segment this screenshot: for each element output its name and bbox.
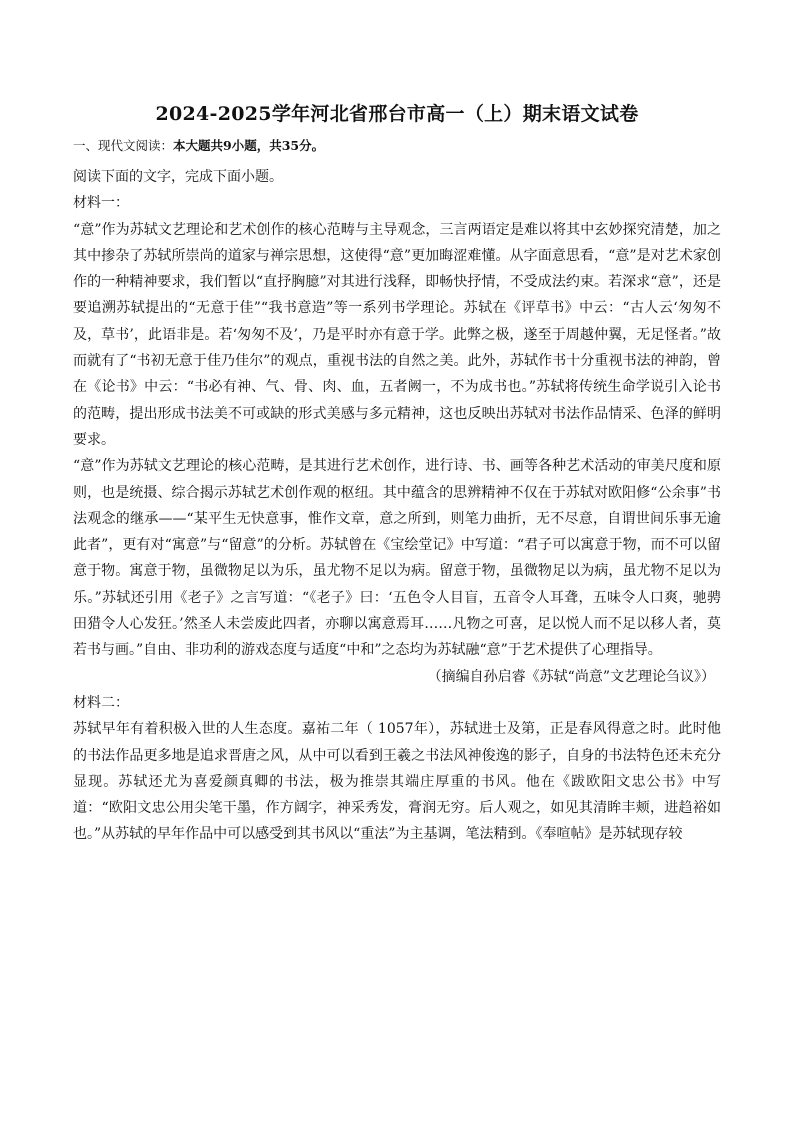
material-one-paragraph-2: “意”作为苏轼文艺理论的核心范畴，是其进行艺术创作，进行诗、书、画等各种艺术活动的审美尺度和原则，也是统摄、综合揭示苏轼艺术创作观的枢纽。其中蕴含的思辨精神不仅在于苏轼对欧阳修“公余事”书法观念的继承——“某平生无快意事，惟作文章，意之所到，则笔力曲折，无不尽意，自谓世间乐事无逾此者”，更有对“寓意”与“留意”的分析。苏轼曾在《宝绘堂记》中写道：“君子可以寓意于物，而不可以留意于物。寓意于物，虽微物足以为乐，虽尤物不足以为病。留意于物，虽微物足以为病，虽尤物不足以为乐。”苏轼还引用《老子》之言写道：“《老子》曰：‘五色令人目盲，五音令人耳聋，五味令人口爽，驰骋田猎令人心发狂。’然圣人未尝废此四者，亦聊以寓意焉耳……凡物之可喜，足以悦人而不足以移人者，莫若书与画。”自由、非功利的游戏态度与适度“中和”之态均为苏轼融“意”于艺术提供了心理指导。 <box>73 458 721 659</box>
material-one-paragraph-1: “意”作为苏轼文艺理论和艺术创作的核心范畴与主导观念，三言两语定是难以将其中玄妙探究清楚，加之其中掺杂了苏轼所崇尚的道家与禅宗思想，这使得“意”更加晦涩难懂。从字面意思看，“意”是对艺术家创作的一种精神要求，我们暂以“直抒胸臆”对其进行浅释，即畅快抒情，不受成法约束。若深求“意”，还是要追溯苏轼提出的“无意于佳”“我书意造”等一系列书学理论。苏轼在《评草书》中云：“古人云‘匆匆不及，草书’，此语非是。若‘匆匆不及’，乃是平时亦有意于学。此弊之极，遂至于周越仲翼，无足怪者。”故而就有了“书初无意于佳乃佳尔”的观点，重视书法的自然之美。此外，苏轼作书十分重视书法的神韵，曾在《论书》中云：“书必有神、气、骨、肉、血，五者阙一，不为成书也。”苏轼将传统生命学说引入论书的范畴，提出形成书法美不可或缺的形式美感与多元精神，这也反映出苏轼对书法作品情采、色泽的鲜明要求。 <box>73 221 721 448</box>
material-one-label: 材料一： <box>73 195 129 212</box>
section-prefix: 一、现代文阅读： <box>73 138 174 153</box>
document-title: 2024-2025学年河北省邢台市高一（上）期末语文试卷 <box>155 103 639 125</box>
material-two-paragraph-1: 苏轼早年有着积极入世的人生态度。嘉祐二年（ 1057年），苏轼进士及第，正是春风得意之时。此时他的书法作品更多地是追求晋唐之风，从中可以看到王羲之书法风神俊逸的影子，自身的书法特色还未充分显现。苏轼还尤为喜爱颜真卿的书法，极为推崇其端庄厚重的书风。他在《跋欧阳文忠公书》中写道：“欧阳文忠公用尖笔干墨，作方阔字，神采秀发，膏润无穷。后人观之，如见其清眸丰颊，进趋裕如也。”从苏轼的早年作品中可以感受到其书风以“重法”为主基调，笔法精到。《奉喧帖》是苏轼现存较 <box>73 721 721 843</box>
section-info: 本大题共9小题，共35分。 <box>173 138 325 153</box>
section-heading <box>73 136 721 156</box>
material-one-source: （摘编自孙启睿《苏轼“尚意”文艺理论刍议》） <box>427 668 715 685</box>
material-two-label: 材料二： <box>73 694 129 711</box>
document-content <box>73 100 721 848</box>
reading-instruction: 阅读下面的文字，完成下面小题。 <box>73 169 283 185</box>
